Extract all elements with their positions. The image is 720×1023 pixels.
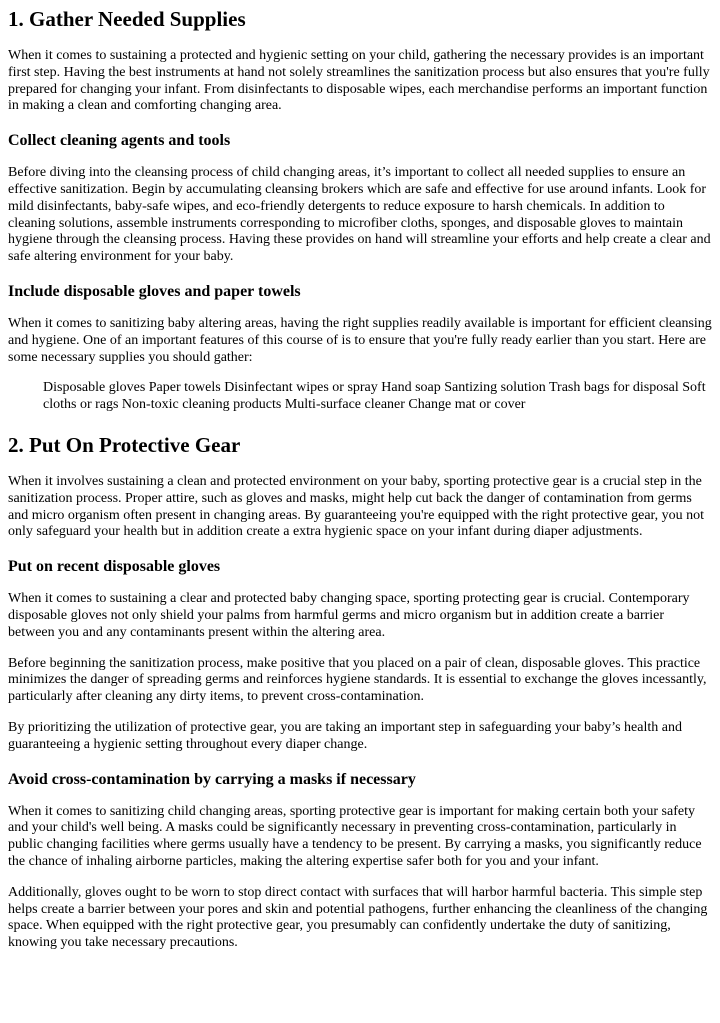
subsection-recent-gloves-paragraph-3: By prioritizing the utilization of protective gear, you are taking an important step in safeguarding your baby’s health and guaranteeing a hygienic setting throughout every diaper change. [8,719,682,752]
subsection-recent-gloves-paragraph-2: Before beginning the sanitization process, make positive that you placed on a pair of clean, disposable gloves. This practice minimizes the danger of spreading germs and reinforces hygiene standards. It is essential to exchange the gloves incessantly, particularly after cleaning any dirty items, to prevent cross-contamination. [8,655,707,705]
subsection-collect-paragraph: Before diving into the cleansing process of child changing areas, it’s important to collect all needed supplies to ensure an effective sanitization. Begin by accumulating cleansing brokers which are safe and effective for use around infants. Look for mild disinfectants, baby-safe wipes, and eco-friendly detergents to reduce exposure to harsh chemicals. In addition to cleaning solutions, assemble instruments corresponding to microfiber cloths, sponges, and disposable gloves to maintain hygiene through the cleansing process. Having these provides on hand will streamline your efforts and help create a clear and safe altering environment for your baby. [8,165,711,265]
article [0,6,720,952]
section-2-intro: When it involves sustaining a clean and protected environment on your baby, sporting protective gear is a crucial step in the sanitization process. Proper attire, such as gloves and masks, might help cut back the danger of contamination from germs and micro organism often present in changing areas. By guaranteeing you're equipped with the right protective gear, you not only safeguard your health but in addition create a extra hygienic space on your infant during diaper adjustments. [8,473,705,540]
subsection-masks-heading: Avoid cross-contamination by carrying a masks if necessary [8,770,416,788]
subsection-recent-gloves-heading: Put on recent disposable gloves [8,558,221,576]
subsection-gloves-towels-paragraph: When it comes to sanitizing baby altering areas, having the right supplies readily available is important for efficient cleansing and hygiene. One of an important features of this course of is to ensure that you're fully ready earlier than you start. Here are some necessary supplies you should gather: [8,315,712,365]
subsection-recent-gloves-paragraph-1: When it comes to sustaining a clear and protected baby changing space, sporting protecting gear is crucial. Contemporary disposable gloves not only shield your palms from harmful germs and micro organism but in addition create a barrier between you and any contaminants present within the altering area. [8,591,690,640]
section-1-heading: 1. Gather Needed Supplies [8,7,246,31]
subsection-gloves-towels-heading: Include disposable gloves and paper towels [8,282,301,300]
section-2-heading: 2. Put On Protective Gear [8,432,241,457]
section-1-intro: When it comes to sustaining a protected and hygienic setting on your child, gathering the necessary provides is an important first step. Having the best instruments at hand not solely streamlines the sanitization process but also ensures that you're fully prepared for changing your infant. From disinfectants to disposable wipes, each merchandise performs an important function in making a clean and comforting changing area. [8,48,710,114]
subsection-masks-paragraph-2: Additionally, gloves ought to be worn to stop direct contact with surfaces that will harbor harmful bacteria. This simple step helps create a barrier between your pores and skin and potential pathogens, further enhancing the cleanliness of the changing space. When equipped with the right protective gear, you presumably can confidently undertake the duty of sanitizing, knowing you take necessary precautions. [8,884,708,951]
supplies-list: Disposable gloves Paper towels Disinfectant wipes or spray Hand soap Santizing solution Trash bags for disposal Soft cloths or rags Non-toxic cleaning products Multi-surface cleaner Change mat or cover [43,380,706,413]
subsection-collect-heading: Collect cleaning agents and tools [8,132,231,150]
subsection-masks-paragraph-1: When it comes to sanitizing child changing areas, sporting protective gear is important for making certain both your safety and your child's well being. A masks could be significantly necessary in preventing cross-contamination, particularly in public changing facilities where germs usually have a tendency to be present. By carrying a masks, you significantly reduce the chance of inhaling airborne particles, making the altering expertise safer both for you and your infant. [8,803,702,869]
